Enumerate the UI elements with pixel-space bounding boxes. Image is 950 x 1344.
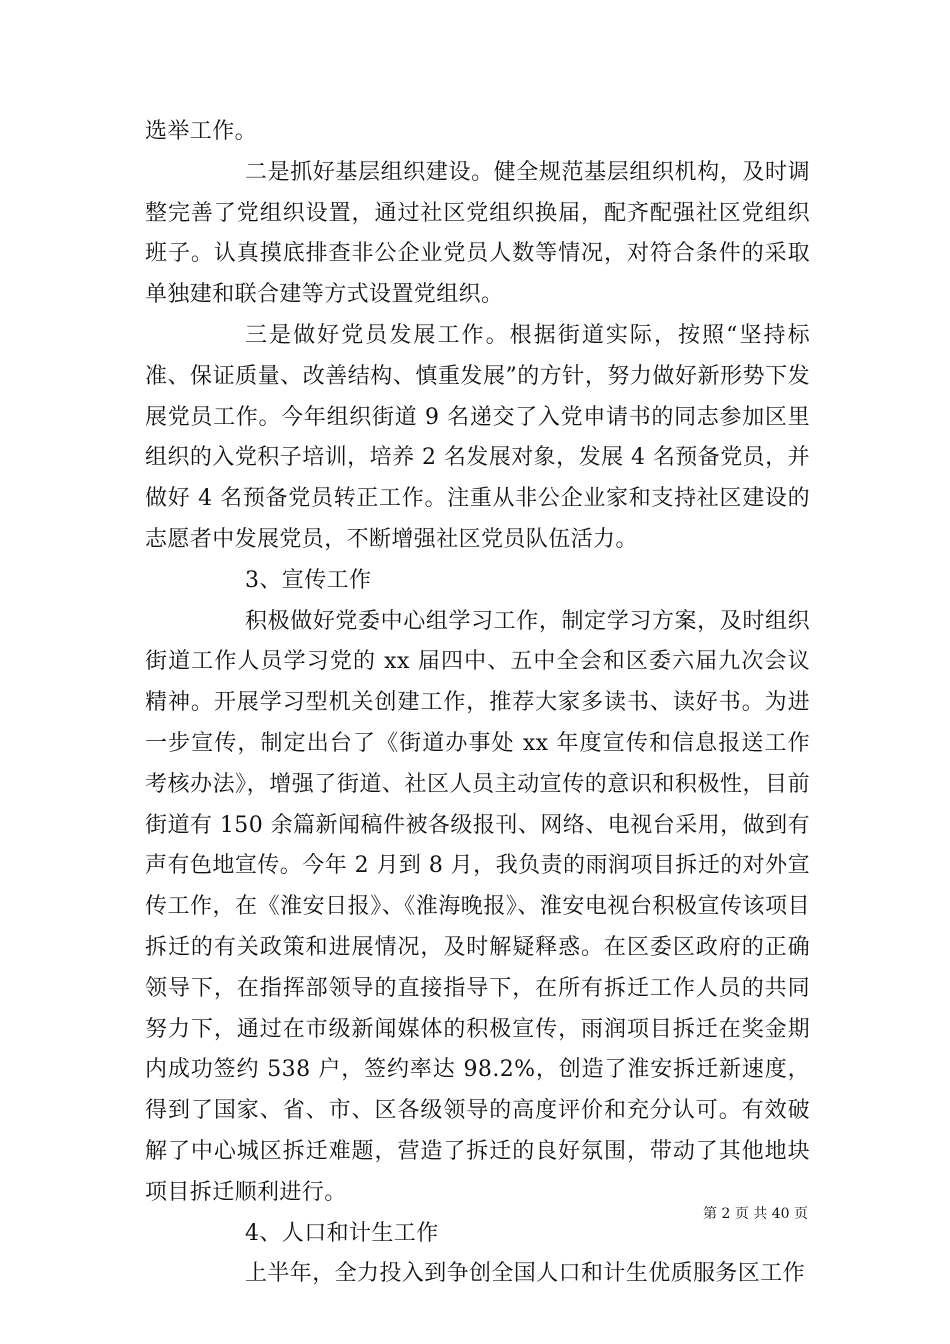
paragraph-grassroots-organization: 二是抓好基层组织建设。健全规范基层组织机构，及时调整完善了党组织设置，通过社区党组织换届，配齐配强社区党组织班子。认真摸底排查非公企业党员人数等情况，对符合条件的采取单独建和联合建等方式设置党组织。 xyxy=(145,159,810,308)
paragraph-party-member-development: 三是做好党员发展工作。根据街道实际，按照“坚持标准、保证质量、改善结构、慎重发展”的方针，努力做好新形势下发展党员工作。今年组织街道 9 名递交了入党申请书的同志参加区里组织的入党积子培训，培养 2 名发展对象，发展 4 名预备党员，并做好 4 名预备党员转正工作。注重从非公企业家和支持社区建设的志愿者中发展党员，不断增强社区党员队伍活力。 xyxy=(145,322,810,552)
section-heading-population: 4、人口和计生工作 xyxy=(245,1220,439,1246)
paragraph-continuation: 选举工作。 xyxy=(145,119,258,144)
page-number-footer: 第 2 页 共 40 页 xyxy=(703,1206,808,1222)
section-heading-publicity: 3、宣传工作 xyxy=(245,567,372,593)
paragraph-population-work: 上半年，全力投入到争创全国人口和计生优质服务区工作 xyxy=(245,1261,806,1287)
document-body xyxy=(145,112,810,1295)
paragraph-publicity-work: 积极做好党委中心组学习工作，制定学习方案，及时组织街道工作人员学习党的 xx 届四中、五中全会和区委六届九次会议精神。开展学习型机关创建工作，推荐大家多读书、读好书。为进一步宣传，制定出台了《街道办事处 xx 年度宣传和信息报送工作考核办法》，增强了街道、社区人员主动宣传的意识和积极性，目前街道有 150 余篇新闻稿件被各级报刊、网络、电视台采用，做到有声有色地宣传。今年 2 月到 8 月，我负责的雨润项目拆迁的对外宣传工作，在《淮安日报》、《淮海晚报》、淮安电视台积极宣传该项目拆迁的有关政策和进展情况，及时解疑释惑。在区委区政府的正确领导下，在指挥部领导的直接指导下，在所有拆迁工作人员的共同努力下，通过在市级新闻媒体的积极宣传，雨润项目拆迁在奖金期内成功签约 538 户，签约率达 98.2%，创造了淮安拆迁新速度，得到了国家、省、市、区各级领导的高度评价和充分认可。有效破解了中心城区拆迁难题，营造了拆迁的良好氛围，带动了其他地块项目拆迁顺利进行。 xyxy=(145,608,810,1205)
